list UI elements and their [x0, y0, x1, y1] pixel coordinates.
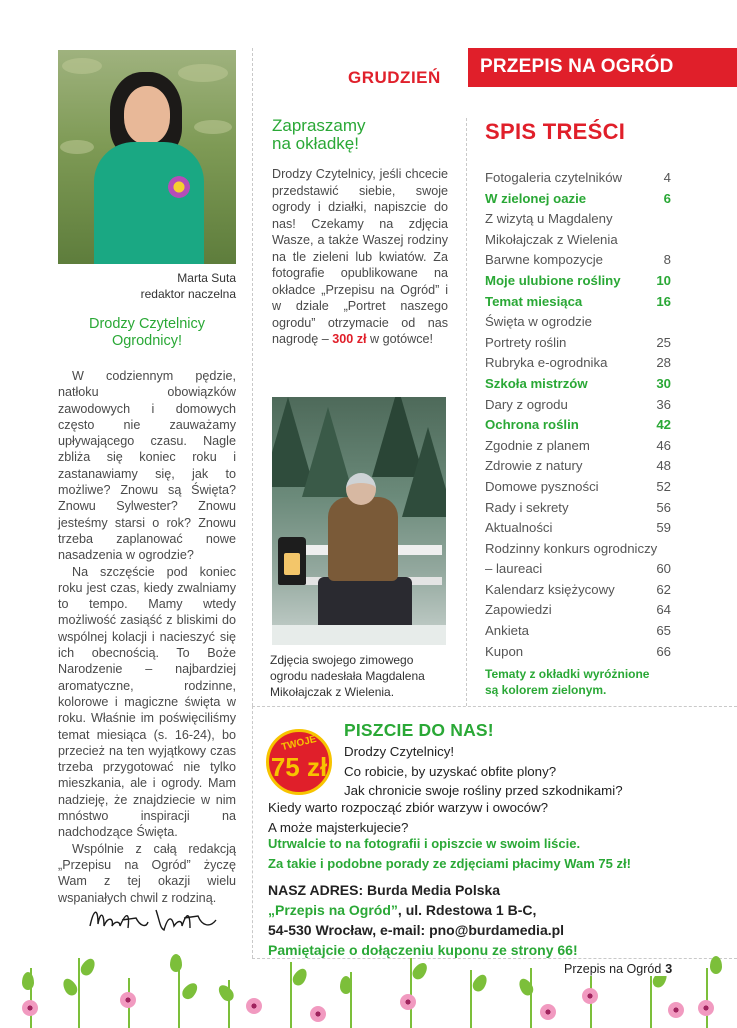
toc-item[interactable] — [485, 395, 671, 416]
toc-item-page: 52 — [656, 478, 671, 494]
toc-item-label: Zdrowie z natury — [485, 458, 583, 474]
toc-item[interactable] — [485, 621, 671, 642]
cover-text — [272, 166, 448, 348]
toc-item[interactable] — [485, 539, 671, 560]
toc-item-label: Mikołajczak z Wielenia — [485, 231, 618, 247]
editorial-text — [58, 368, 236, 906]
toc-item-page: 10 — [656, 272, 671, 288]
magazine-masthead: PRZEPIS NA OGRÓD — [468, 48, 737, 87]
column-divider — [466, 118, 467, 706]
cover-title-line-1: Zapraszamy — [272, 116, 366, 135]
toc-item-page: 46 — [656, 437, 671, 453]
toc-item-label: Kupon — [485, 643, 524, 659]
editor-caption — [58, 270, 236, 302]
cover-prize: 300 zł — [332, 332, 367, 346]
cover-section-title — [272, 117, 452, 153]
toc-item[interactable] — [485, 559, 671, 580]
toc-item[interactable] — [485, 600, 671, 621]
address-label: NASZ ADRES: — [268, 882, 368, 898]
toc-item-label: Domowe pyszności — [485, 478, 599, 494]
editorial-greeting — [58, 316, 236, 350]
magazine-name: „Przepis na Ogród” — [268, 902, 398, 918]
write-line: A może majsterkujecie? — [268, 819, 409, 835]
toc-item[interactable] — [485, 189, 671, 210]
page-folio — [562, 962, 674, 976]
toc-item[interactable] — [485, 415, 671, 436]
editor-name: Marta Suta — [177, 271, 236, 285]
toc-item-page: 4 — [663, 170, 671, 185]
greeting-line-1: Drodzy Czytelnicy — [88, 316, 206, 332]
write-line: Drodzy Czytelnicy! — [344, 744, 455, 759]
toc-item-page: 6 — [663, 190, 671, 206]
box-left-divider — [252, 706, 253, 958]
page-number: 3 — [665, 962, 673, 976]
toc-item[interactable] — [485, 292, 671, 313]
table-of-contents — [485, 168, 671, 662]
write-to-us-title: PISZCIE DO NAS! — [344, 720, 494, 740]
toc-note-line-1: Tematy z okładki wyróżnione — [485, 667, 650, 681]
toc-item-page: 60 — [656, 561, 671, 577]
call-line-2: Za takie i podobne porady ze zdjęciami płacimy Wam 75 zł! — [268, 856, 631, 871]
folio-magazine: Przepis na Ogród — [564, 962, 662, 976]
toc-item-label: Ochrona roślin — [485, 417, 579, 433]
toc-item-label: Dary z ogrodu — [485, 396, 568, 412]
toc-item[interactable] — [485, 209, 671, 230]
toc-item-page: 28 — [656, 355, 671, 371]
cover-text-end: w gotówce! — [366, 332, 434, 346]
winter-photo-caption: Zdjęcia swojego zimowego ogrodu nadesłała Magdalena Mikołajczak z Wielenia. — [270, 653, 425, 699]
toc-note — [485, 666, 675, 698]
toc-item-page: 64 — [656, 602, 671, 618]
toc-item-page: 56 — [656, 499, 671, 515]
toc-item[interactable] — [485, 353, 671, 374]
toc-note-line-2: są kolorem zielonym. — [485, 683, 607, 697]
toc-item[interactable] — [485, 271, 671, 292]
toc-item-label: Zapowiedzi — [485, 602, 552, 618]
write-to-us-questions-2 — [268, 798, 708, 837]
coupon-note: Pamiętajcie o dołączeniu kuponu ze strony 66! — [268, 942, 578, 958]
cover-title-line-2: na okładkę! — [272, 134, 359, 153]
toc-item-label: Zgodnie z planem — [485, 437, 590, 453]
toc-item-label: Szkoła mistrzów — [485, 375, 588, 391]
toc-item-label: W zielonej oazie — [485, 190, 587, 206]
toc-item[interactable] — [485, 642, 671, 663]
toc-item-label: Ankieta — [485, 623, 529, 639]
toc-item[interactable] — [485, 168, 671, 189]
editor-signature — [86, 902, 226, 936]
toc-item-label: Moje ulubione rośliny — [485, 272, 621, 288]
badge-value: 75 zł — [270, 752, 328, 782]
toc-item-label: Fotogaleria czytelników — [485, 170, 623, 185]
toc-item[interactable] — [485, 518, 671, 539]
toc-item-page: 8 — [663, 252, 671, 268]
toc-item-label: Z wizytą u Magdaleny — [485, 211, 613, 227]
toc-item-page: 16 — [656, 293, 671, 309]
toc-item[interactable] — [485, 477, 671, 498]
floral-footer-decoration — [0, 948, 737, 1028]
toc-item-label: Rubryka e-ogrodnika — [485, 355, 608, 371]
publisher-name: Burda Media Polska — [367, 882, 501, 898]
toc-item-label: Kalendarz księżycowy — [485, 581, 615, 597]
street-address: , ul. Rdestowa 1 B-C, — [397, 902, 537, 918]
write-line: Kiedy warto rozpocząć zbiór warzyw i owoców? — [268, 800, 549, 815]
winter-garden-photo — [272, 397, 446, 645]
toc-item-page: 42 — [656, 417, 671, 433]
toc-item-label: – laureaci — [485, 561, 543, 577]
toc-item[interactable] — [485, 250, 671, 271]
toc-item-page: 36 — [656, 396, 671, 412]
toc-item[interactable] — [485, 312, 671, 333]
toc-item-page: 25 — [656, 334, 671, 350]
reward-badge — [266, 729, 332, 795]
toc-item[interactable] — [485, 374, 671, 395]
greeting-line-2: Ogrodnicy! — [111, 333, 183, 349]
editor-photo — [58, 50, 236, 264]
toc-item[interactable] — [485, 580, 671, 601]
toc-item-label: Święta w ogrodzie — [485, 314, 593, 330]
toc-item-label: Temat miesiąca — [485, 293, 583, 309]
issue-month: GRUDZIEŃ — [348, 68, 441, 87]
toc-item[interactable] — [485, 230, 671, 251]
toc-item-label: Portrety roślin — [485, 334, 567, 350]
badge-label: TWOJE — [280, 733, 318, 754]
column-divider — [252, 48, 253, 706]
editor-role: redaktor naczelna — [140, 287, 236, 301]
toc-title: SPIS TREŚCI — [485, 119, 626, 144]
toc-item[interactable] — [485, 498, 671, 519]
toc-item-label: Rodzinny konkurs ogrodniczy — [485, 540, 658, 556]
write-line: Jak chronicie swoje rośliny przed szkodnikami? — [344, 783, 623, 798]
write-line: Co robicie, by uzyskać obfite plony? — [344, 763, 557, 779]
toc-item-label: Rady i sekrety — [485, 499, 569, 515]
toc-item[interactable] — [485, 456, 671, 477]
toc-item-page: 66 — [656, 643, 671, 659]
toc-item[interactable] — [485, 436, 671, 457]
toc-item-page: 62 — [656, 581, 671, 597]
toc-item-label: Barwne kompozycje — [485, 252, 604, 268]
toc-item-label: Aktualności — [485, 520, 553, 536]
toc-item[interactable] — [485, 333, 671, 354]
editorial-paragraph: Na szczęście pod koniec roku jest czas, kiedy zwalniamy to tempo. Mamy wtedy możliwość zasiąść z bliskimi do wspólnej kolacji i nacieszyć się ich obecnością. To Boże Narodzenie – najbardziej aromatyczne, rodzinne, kolorowe i magiczne święta w roku. Właśnie im poświęciliśmy temat miesiąca (s. 16-24), bo przecież na ten wyjątkowy czas trzeba przygotować nie tylko mieszkania, ale i ogrody. Mam nadzieję, że znajdziecie w nim mnóstwo inspiracji na nadchodzące Święta. — [58, 564, 236, 840]
editorial-paragraph: Wspólnie z całą redakcją „Przepisu na Ogród” życzę Wam z tej okazji wielu wspaniałych chwil z rodziną. — [58, 841, 236, 905]
box-top-divider — [252, 706, 737, 707]
write-to-us-questions — [344, 742, 704, 801]
toc-item-page: 30 — [656, 375, 671, 391]
toc-item-page: 65 — [656, 623, 671, 639]
city-email[interactable]: 54-530 Wrocław, e-mail: pno@burdamedia.pl — [268, 922, 565, 938]
editorial-paragraph: W codziennym pędzie, natłoku obowiązków zawodowych i domowych często nie zauważamy upływającego czasu. Nagle zbliża się koniec roku i zastanawiamy się, jak to możliwe? Znowu są Święta? Znowu Sylwester? Znowu jesteśmy starsi o rok? Znowu trzeba zaplanować nowe nasadzenia w ogrodzie? — [58, 369, 236, 563]
cover-text-body: Drodzy Czytelnicy, jeśli chcecie przedstawić siebie, swoje ogrody i działki, napiszcie do nas! Czekamy na zdjęcia Wasze, a także Waszej rodziny na tle zieleni lub kwiatów. Za fotografie opublikowane na okładce „Przepisu na Ogród” i w dziale „Portret naszego ogrodu” otrzymacie od nas nagrodę – — [272, 167, 448, 346]
toc-item-page: 48 — [656, 458, 671, 474]
write-to-us-call — [268, 834, 728, 874]
call-line-1: Utrwalcie to na fotografii i opiszcie w swoim liście. — [268, 836, 581, 851]
toc-item-page: 59 — [656, 520, 671, 536]
